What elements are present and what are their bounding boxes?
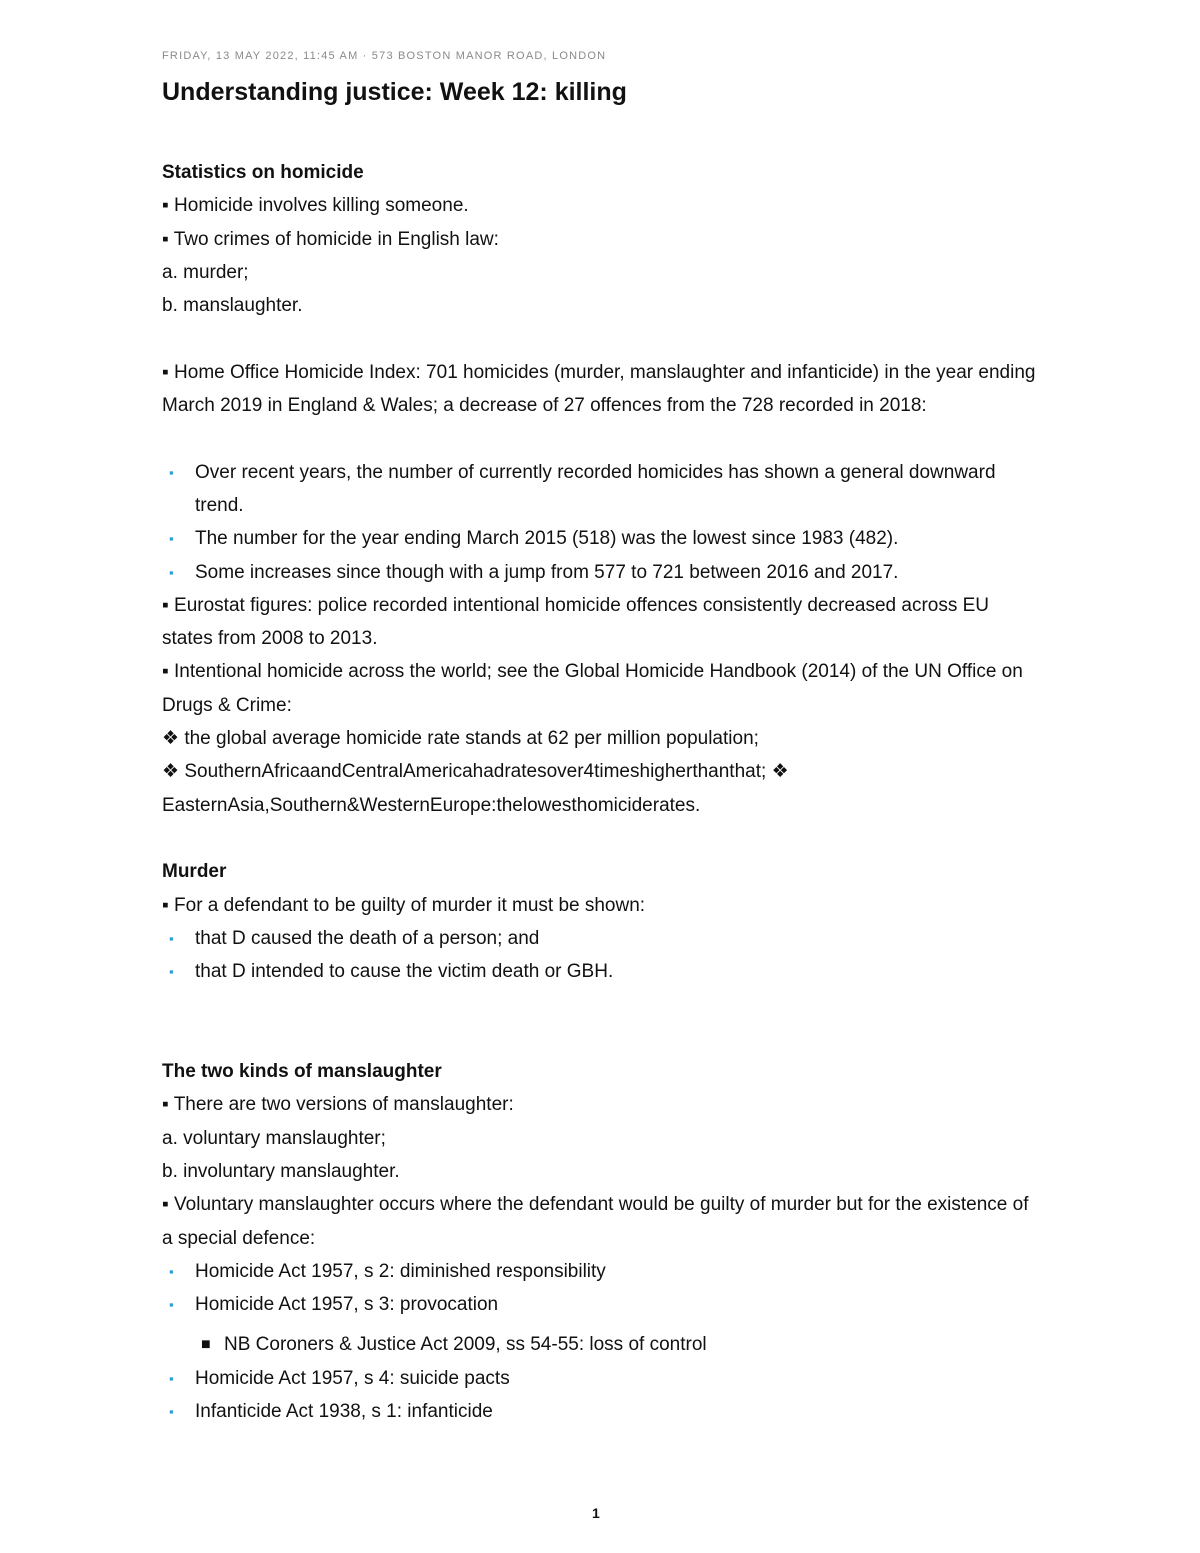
square-bullet-icon: ▪ xyxy=(169,531,174,547)
paragraph-text: There are two versions of manslaughter: xyxy=(173,1094,514,1116)
paragraph-text: Homicide involves killing someone. xyxy=(174,195,469,217)
paragraph xyxy=(162,1088,1042,1121)
list-item-text: NB Coroners & Justice Act 2009, ss 54-55: loss of control xyxy=(224,1334,707,1356)
paragraph-text: Home Office Homicide Index: 701 homicides (murder, manslaughter and infanticide) in the year ending March 2019 in England & Wales; a decrease of 27 offences from the 728 recorded in 2018: xyxy=(162,361,1036,417)
list-item xyxy=(162,1288,1042,1321)
square-bullet-icon: ▪ xyxy=(169,964,174,980)
list-item xyxy=(162,556,1042,589)
spacer xyxy=(162,422,1042,455)
list-item: a. murder; xyxy=(162,261,249,283)
diamond-bullet-icon: ❖ xyxy=(771,761,789,783)
list-item: a. voluntary manslaughter; xyxy=(162,1127,386,1149)
list-item xyxy=(162,922,1042,955)
paragraph-text: Intentional homicide across the world; see the Global Homicide Handbook (2014) of the UN Office on Drugs & Crime: xyxy=(162,661,1023,716)
section-heading-murder: Murder xyxy=(162,861,227,883)
list-item xyxy=(162,755,1042,788)
square-bullet-icon: ▪ xyxy=(169,1297,174,1313)
paragraph-text: Two crimes of homicide in English law: xyxy=(173,228,499,250)
diamond-bullet-icon: ❖ xyxy=(162,728,180,750)
spacer xyxy=(162,822,1042,855)
diamond-bullet-icon: ❖ xyxy=(162,761,180,783)
list-item xyxy=(162,1255,1042,1288)
list-item-text: that D intended to cause the victim death or GBH. xyxy=(195,961,614,983)
spacer xyxy=(162,988,1042,1055)
paragraph xyxy=(162,356,1042,423)
square-bullet-icon: ▪ xyxy=(162,594,169,616)
square-bullet-icon: ▪ xyxy=(169,1263,174,1279)
paragraph xyxy=(162,655,1042,722)
list-item xyxy=(162,722,1042,755)
list-item-text: EasternAsia,Southern&WesternEurope:thelowesthomiciderates. xyxy=(162,794,701,816)
list-item-text: SouthernAfricaandCentralAmericahadratesover4timeshigherthanthat; xyxy=(184,761,767,783)
paragraph-text: Voluntary manslaughter occurs where the defendant would be guilty of murder but for the existence of a special defence: xyxy=(162,1194,1029,1249)
square-bullet-icon: ▪ xyxy=(162,1194,169,1216)
list-item-text: Some increases since though with a jump from 577 to 721 between 2016 and 2017. xyxy=(195,561,899,583)
list-item: b. manslaughter. xyxy=(162,295,303,317)
list-item-text: that D caused the death of a person; and xyxy=(195,927,540,949)
paragraph xyxy=(162,189,1042,222)
list-item: b. involuntary manslaughter. xyxy=(162,1160,400,1182)
list-item xyxy=(162,1362,1042,1395)
square-bullet-icon: ▪ xyxy=(169,930,174,946)
page-number: 1 xyxy=(592,1505,600,1521)
document-meta-header: FRIDAY, 13 MAY 2022, 11:45 AM · 573 BOSTON MANOR ROAD, LONDON xyxy=(162,50,607,62)
paragraph xyxy=(162,1188,1042,1255)
list-item xyxy=(162,955,1042,988)
list-item-text: The number for the year ending March 2015 (518) was the lowest since 1983 (482). xyxy=(195,528,899,550)
page-title: Understanding justice: Week 12: killing xyxy=(162,78,627,106)
section-heading-manslaughter: The two kinds of manslaughter xyxy=(162,1061,442,1083)
square-bullet-icon: ▪ xyxy=(162,195,169,217)
list-item-text: the global average homicide rate stands at 62 per million population; xyxy=(184,728,759,750)
list-item-text: Infanticide Act 1938, s 1: infanticide xyxy=(195,1400,493,1422)
spacer xyxy=(162,322,1042,355)
list-item-text: Homicide Act 1957, s 2: diminished responsibility xyxy=(195,1260,606,1282)
square-bullet-icon: ▪ xyxy=(169,464,174,480)
nested-list-item xyxy=(162,1328,1042,1361)
square-bullet-icon: ▪ xyxy=(169,1370,174,1386)
section-heading-statistics: Statistics on homicide xyxy=(162,162,364,183)
square-bullet-icon: ▪ xyxy=(162,1094,169,1116)
paragraph xyxy=(162,223,1042,256)
square-bullet-icon: ▪ xyxy=(169,564,174,580)
filled-square-bullet-icon: ■ xyxy=(201,1336,211,1354)
list-item-text: Homicide Act 1957, s 3: provocation xyxy=(195,1294,499,1316)
list-item xyxy=(162,456,1042,523)
paragraph-text: For a defendant to be guilty of murder it must be shown: xyxy=(174,894,646,916)
list-item-text: Homicide Act 1957, s 4: suicide pacts xyxy=(195,1367,510,1389)
list-item xyxy=(162,1395,1042,1428)
square-bullet-icon: ▪ xyxy=(162,661,169,683)
paragraph-text: Eurostat figures: police recorded intentional homicide offences consistently decreased across EU states from 2008 to 2013. xyxy=(162,594,990,650)
document-body xyxy=(162,156,1042,1428)
square-bullet-icon: ▪ xyxy=(162,894,169,916)
square-bullet-icon: ▪ xyxy=(169,1403,174,1419)
square-bullet-icon: ▪ xyxy=(162,361,169,383)
paragraph xyxy=(162,589,1042,656)
list-item xyxy=(162,522,1042,555)
square-bullet-icon: ▪ xyxy=(162,228,169,250)
list-item-text: Over recent years, the number of currently recorded homicides has shown a general downward trend. xyxy=(195,461,996,516)
paragraph xyxy=(162,889,1042,922)
